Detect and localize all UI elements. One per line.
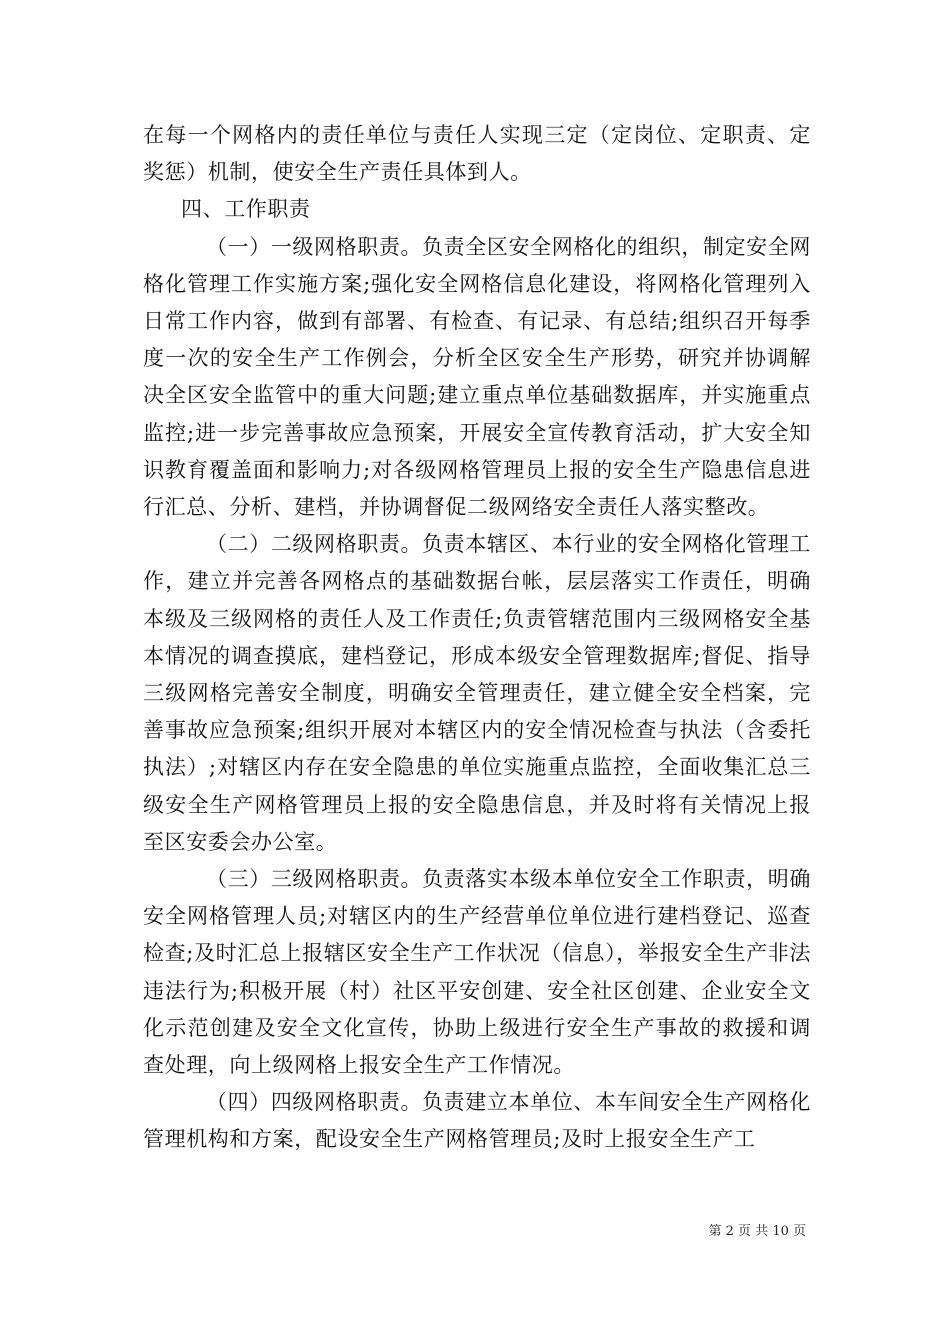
document-body: [143, 117, 811, 1159]
paragraph-continuation: 在每一个网格内的责任单位与责任人实现三定（定岗位、定职责、定奖惩）机制，使安全生产责任具体到人。: [143, 123, 811, 185]
section-heading-work-duties: 四、工作职责: [181, 197, 311, 222]
paragraph-level-4-duties: （四）四级网格职责。负责建立本单位、本车间安全生产网格化管理机构和方案，配设安全生产网格管理员;及时上报安全生产工: [143, 1090, 811, 1152]
paragraph-level-1-duties: （一）一级网格职责。负责全区安全网格化的组织，制定安全网格化管理工作实施方案;强化安全网格信息化建设，将网格化管理列入日常工作内容，做到有部署、有检查、有记录、有总结;组织召开每季度一次的安全生产工作例会，分析全区安全生产形势，研究并协调解决全区安全监管中的重大问题;建立重点单位基础数据库，并实施重点监控;进一步完善事故应急预案，开展安全宣传教育活动，扩大安全知识教育覆盖面和影响力;对各级网格管理员上报的安全生产隐患信息进行汇总、分析、建档，并协调督促二级网络安全责任人落实整改。: [143, 234, 811, 520]
paragraph-level-3-duties: （三）三级网格职责。负责落实本级本单位安全工作职责，明确安全网格管理人员;对辖区内的生产经营单位单位进行建档登记、巡查检查;及时汇总上报辖区安全生产工作状况（信息），举报安全生产非法违法行为;积极开展（村）社区平安创建、安全社区创建、企业安全文化示范创建及安全文化宣传，协助上级进行安全生产事故的救援和调查处理，向上级网格上报安全生产工作情况。: [143, 867, 811, 1078]
paragraph-level-2-duties: （二）二级网格职责。负责本辖区、本行业的安全网格化管理工作，建立并完善各网格点的基础数据台帐，层层落实工作责任，明确本级及三级网格的责任人及工作责任;负责管辖范围内三级网格安全基本情况的调查摸底，建档登记，形成本级安全管理数据库;督促、指导三级网格完善安全制度，明确安全管理责任，建立健全安全档案，完善事故应急预案;组织开展对本辖区内的安全情况检查与执法（含委托执法）;对辖区内存在安全隐患的单位实施重点监控，全面收集汇总三级安全生产网格管理员上报的安全隐患信息，并及时将有关情况上报至区安委会办公室。: [143, 532, 811, 854]
page-number-footer: 第 2 页 共 10 页: [708, 1224, 806, 1239]
